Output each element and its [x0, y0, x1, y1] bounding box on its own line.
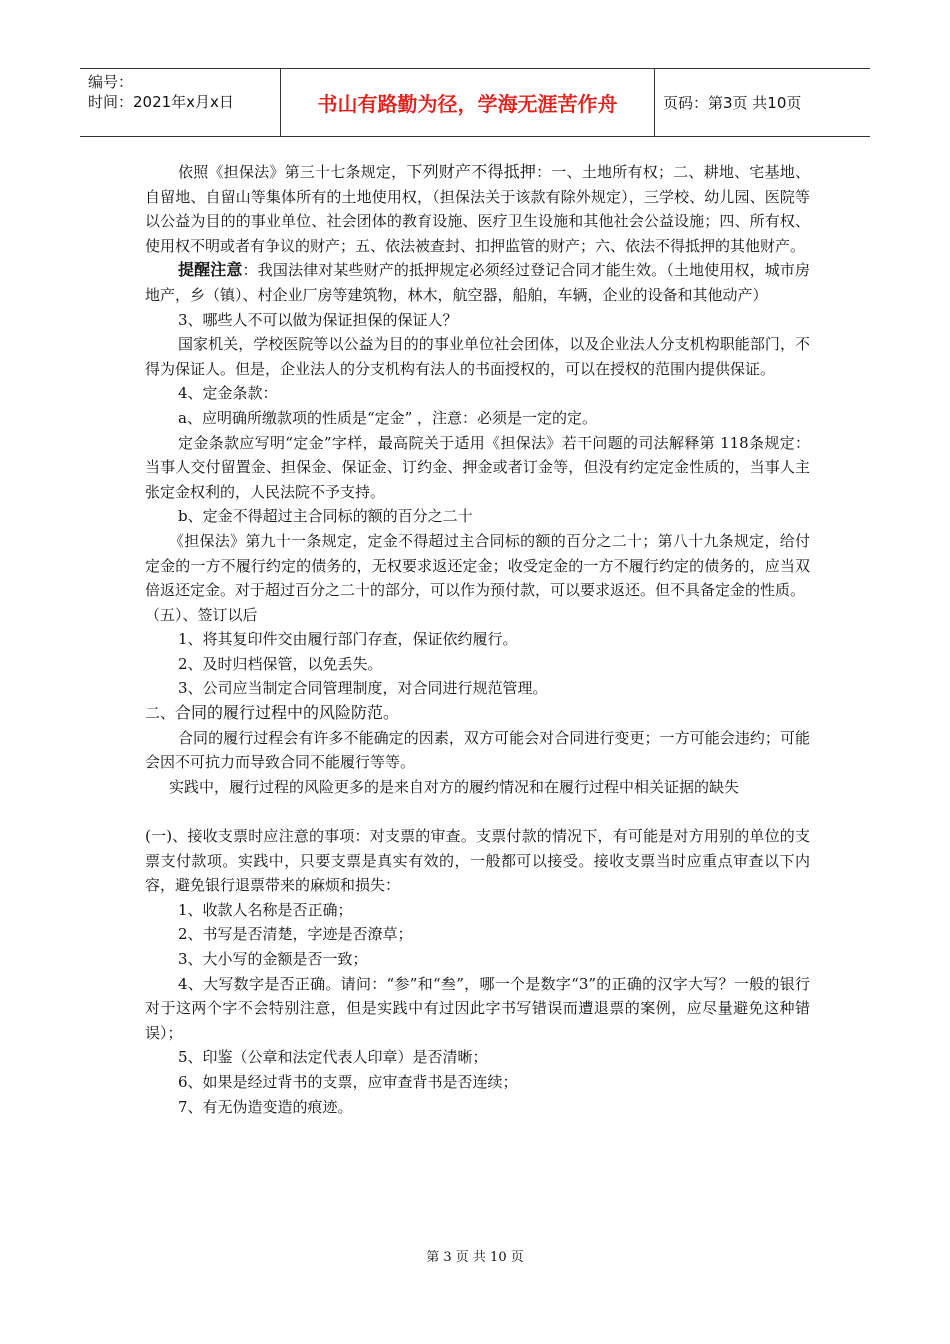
list-item: 2、书写是否清楚，字迹是否潦草； [178, 925, 413, 944]
header-page-label: 页码：第3页 共10页 [663, 94, 802, 112]
paragraph-deposit-limit: 《担保法》第九十一条规定，定金不得超过主合同标的额的百分之二十；第八十九条规定，给付定金的一方不履行约定的债务的，无权要求返还定金；收受定金的一方不履行约定的债务的，应当双倍返还定金。对于超过百分之二十的部分，可以作为预付款，可以要求返还。但不具备定金的性质。 [145, 531, 810, 600]
list-item: 3、公司应当制定合同管理制度，对合同进行规范管理。 [178, 679, 548, 698]
item-deposit-b: b、定金不得超过主合同标的额的百分之二十 [178, 507, 473, 526]
paragraph-reminder: 提醒注意：我国法律对某些财产的抵押规定必须经过登记合同才能生效。（土地使用权，城市房地产，乡（镇）、村企业厂房等建筑物，林木，航空器，船舶，车辆，企业的设备和其他动产） [145, 260, 810, 304]
list-item: 4、大写数字是否正确。请问：“参”和“叁”，哪一个是数字“3”的正确的汉字大写？一般的银行对于这两个字不会特别注意，但是实践中有过因此字书写错误而遭退票的案例，应尽量避免这种错误）； [145, 974, 810, 1042]
list-item: 2、及时归档保管，以免丢失。 [178, 654, 383, 673]
bold-phrase: 下列财产不得抵押 [406, 162, 537, 181]
heading-deposit-clause: 4、定金条款： [178, 384, 278, 403]
paragraph-practice: 实践中，履行过程的风险更多的是来自对方的履约情况和在履行过程中相关证据的缺失 [169, 777, 740, 796]
item-deposit-a: a、应明确所缴款项的性质是“定金” ，注意：必须是一定的定。 [178, 408, 598, 427]
header-meta [80, 69, 281, 136]
list-item: 1、将其复印件交由履行部门存查，保证依约履行。 [178, 630, 518, 649]
list-item: 5、印鉴（公章和法定代表人印章）是否清晰； [178, 1048, 488, 1067]
paragraph-deposit-wording: 定金条款应写明“定金”字样，最高院关于适用《担保法》若干问题的司法解释第 118条规定：当事人交付留置金、担保金、保证金、订约金、押金或者订金等，但没有约定定金性质的，当事人主张定金权利的，人民法院不予支持。 [145, 433, 810, 501]
heading-guarantor: 3、哪些人不可以做为保证担保的保证人？ [178, 310, 458, 329]
paragraph-performance: 合同的履行过程会有许多不能确定的因素，双方可能会对合同进行变更；一方可能会违约；可能会因不可抗力而导致合同不能履行等等。 [145, 728, 810, 772]
page-header [80, 68, 870, 137]
header-motto: 书山有路勤为径，学海无涯苦作舟 [281, 69, 655, 136]
paragraph-guarantor: 国家机关，学校医院等以公益为目的的事业单位社会团体，以及企业法人分支机构职能部门，不得为保证人。但是，企业法人的分支机构有法人的书面授权的，可以在授权的范围内提供保证。 [145, 335, 810, 378]
list-item: 1、收款人名称是否正确； [178, 900, 353, 919]
reminder-label: 提醒注意 [178, 260, 243, 280]
paragraph-mortgage-prohibited: 依照《担保法》第三十七条规定，下列财产不得抵押：一、土地所有权；二、耕地、宅基地、自留地、自留山等集体所有的土地使用权，（担保法关于该款有除外规定），三学校、幼儿园、医院等以公益为目的的事业单位、社会团体的教育设施、医疗卫生设施和其他社会公益设施；四、所有权、使用权不明或者有争议的财产；五、依法被查封、扣押监管的财产；六、依法不得抵押的其他财产。 [145, 162, 810, 255]
list-item: 7、有无伪造变造的痕迹。 [178, 1097, 353, 1116]
number-label: 编号： [88, 73, 134, 91]
section-heading-performance: 二、合同的履行过程中的风险防范。 [145, 703, 400, 723]
time-label: 时间：2021年x月x日 [88, 93, 234, 111]
heading-after-signing: （五）、签订以后 [145, 605, 258, 624]
page-footer: 第 3 页 共 10 页 [426, 1250, 524, 1265]
paragraph-check-review: (一)、接收支票时应注意的事项：对支票的审查。支票付款的情况下，有可能是对方用别的单位的支票支付款项。实践中，只要支票是真实有效的，一般都可以接受。接收支票当时应重点审查以下内容，避免银行退票带来的麻烦和损失： [145, 827, 810, 895]
blank-line [145, 799, 810, 824]
document-body [145, 160, 810, 1119]
list-item: 3、大小写的金额是否一致； [178, 950, 368, 968]
list-item: 6、如果是经过背书的支票，应审查背书是否连续； [178, 1072, 518, 1091]
